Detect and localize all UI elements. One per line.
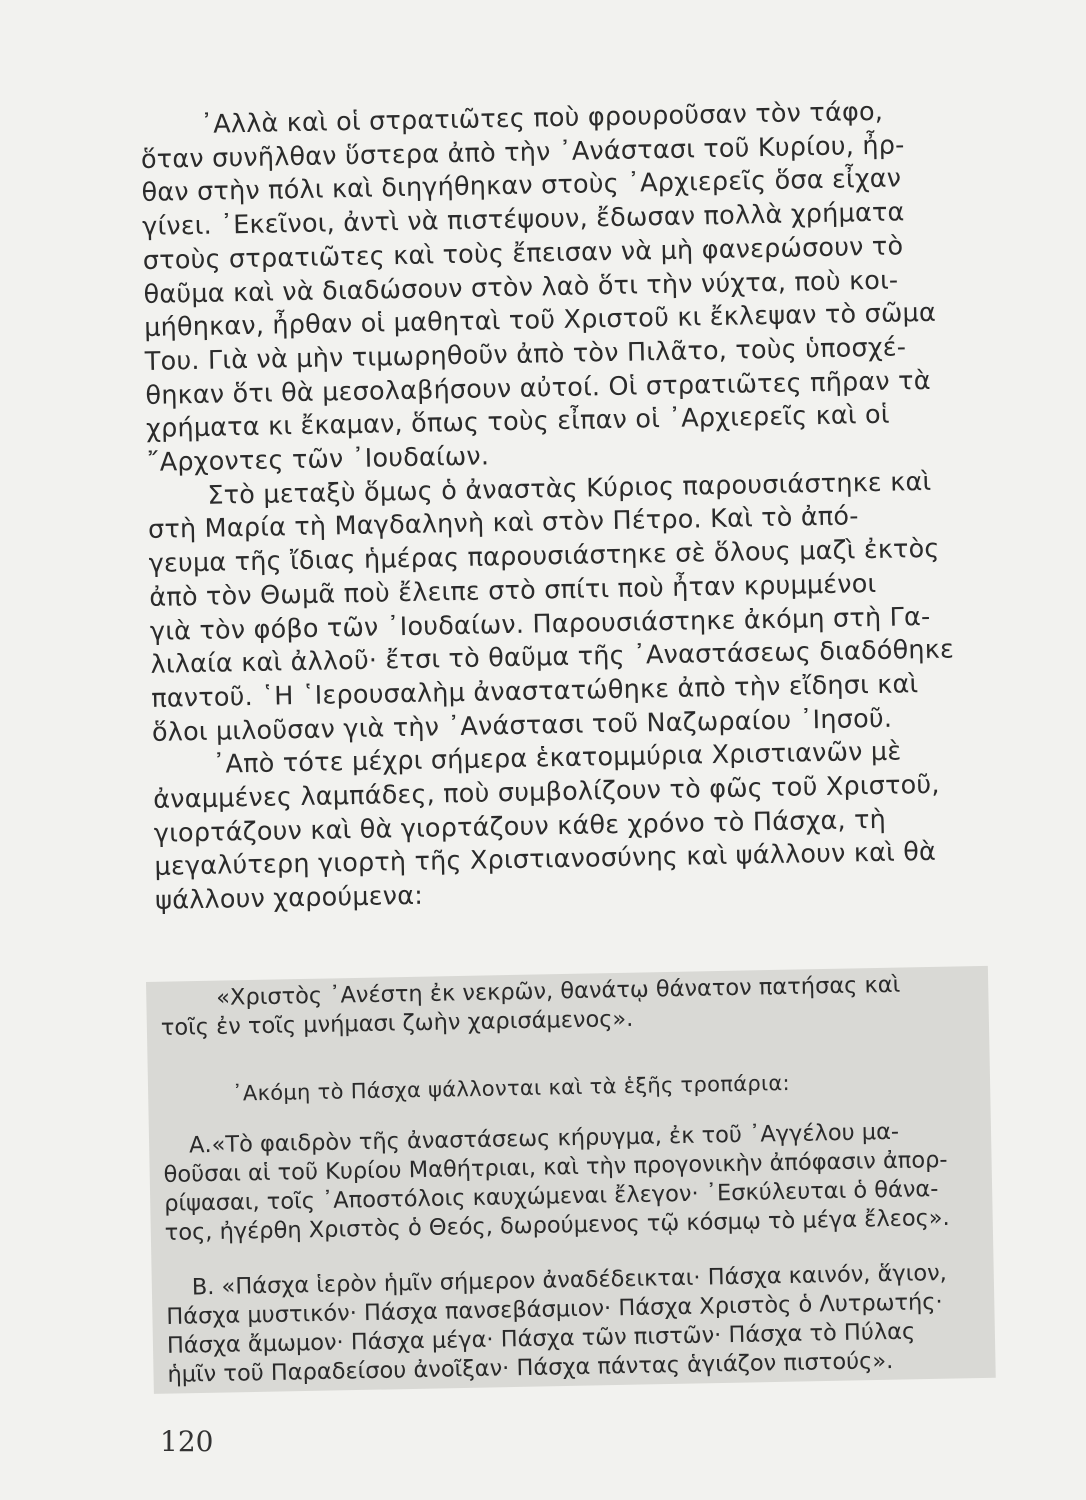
main-text — [140, 94, 1005, 919]
text-line: Στὸ μεταξὺ ὅμως ὁ ἀναστὰς Κύριος παρουσιάστηκε καὶ — [207, 466, 932, 511]
text-line: μήθηκαν, ἦρθαν οἱ μαθηταὶ τοῦ Χριστοῦ κι ἔκλεψαν τὸ σῶμα — [143, 297, 937, 344]
text-line: ἡμῖν τοῦ Παραδείσου ἀνοῖξαν· Πάσχα πάντας ἁγιάζον πιστούς». — [167, 1347, 894, 1388]
text-line: ψάλλουν χαρούμενα: — [154, 880, 424, 917]
text-line: τοῖς ἐν τοῖς μνήμασι ζωὴν χαρισάμενος». — [160, 1005, 634, 1041]
text-line: γίνει. ᾿Εκεῖνοι, ἀντὶ νὰ πιστέψουν, ἔδωσαν πολλὰ χρήματα — [141, 197, 905, 243]
text-line: στοὺς στρατιῶτες καὶ τοὺς ἔπεισαν νὰ μὴ φανερώσουν τὸ — [142, 231, 904, 276]
text-line: ἀπὸ τὸν Θωμᾶ ποὺ ἔλειπε στὸ σπίτι ποὺ ἦταν κρυμμένοι — [149, 568, 877, 613]
text-line: λιλαία καὶ ἀλλοῦ· ἔτσι τὸ θαῦμα τῆς ᾿Αναστάσεως διαδόθηκε — [150, 634, 955, 681]
text-line: γιορτάζουν καὶ θὰ γιορτάζουν κάθε χρόνο τὸ Πάσχα, τὴ — [153, 804, 887, 849]
page-number: 120 — [160, 1425, 214, 1458]
text-line: ὅταν συνῆλθαν ὕστερα ἀπὸ τὴν ᾿Ανάστασι τοῦ Κυρίου, ἦρ- — [140, 130, 905, 175]
text-line: Β. «Πάσχα ἱερὸν ἡμῖν σήμερον ἀναδέδεικται· Πάσχα καινόν, ἅγιον, — [191, 1259, 948, 1301]
text-line: Α.«Τὸ φαιδρὸν τῆς ἀναστάσεως κήρυγμα, ἐκ τοῦ ᾿Αγγέλου μα- — [188, 1118, 900, 1159]
hymn-box — [160, 969, 998, 1416]
troparia-heading: ᾿Ακόμη τὸ Πάσχα ψάλλονται καὶ τὰ ἑξῆς τροπάρια: — [231, 1070, 791, 1106]
text-line: στὴ Μαρία τὴ Μαγδαληνὴ καὶ στὸν Πέτρο. Καὶ τὸ ἀπό- — [147, 501, 859, 546]
text-line: θοῦσαι αἱ τοῦ Κυρίου Μαθήτριαι, καὶ τὴν προγονικὴν ἀπόφασιν ἀπορ- — [163, 1146, 948, 1188]
text-line: παντοῦ. ῾Η ῾Ιερουσαλὴμ ἀναστατώθηκε ἀπὸ τὴν εἴδησι καὶ — [151, 669, 919, 714]
text-line: ὅλοι μιλοῦσαν γιὰ τὴν ᾿Ανάστασι τοῦ Ναζωραίου ᾿Ιησοῦ. — [151, 703, 893, 748]
text-line: ῎Αρχοντες τῶν ᾿Ιουδαίων. — [146, 441, 490, 478]
text-line: γευμα τῆς ἴδιας ἡμέρας παρουσιάστηκε σὲ ὅλους μαζὶ ἐκτὸς — [148, 533, 940, 580]
text-line: ρίψασαι, τοῖς ᾿Αποστόλοις καυχώμεναι ἔλεγον· ᾿Εσκύλευται ὁ θάνα- — [163, 1176, 939, 1217]
text-line: Πάσχα ἄμωμον· Πάσχα μέγα· Πάσχα τῶν πιστῶν· Πάσχα τὸ Πύλας — [166, 1318, 916, 1359]
troparion-b — [166, 1258, 998, 1390]
paragraph-1 — [140, 94, 997, 481]
text-line: Πάσχα μυστικόν· Πάσχα πανσεβάσμιον· Πάσχα Χριστὸς ὁ Λυτρωτής· — [166, 1289, 943, 1330]
paragraph-2 — [147, 464, 1002, 750]
text-line: «Χριστὸς ᾿Ανέστη ἐκ νεκρῶν, θανάτῳ θάνατον πατήσας καὶ — [216, 971, 901, 1011]
troparion-a — [163, 1116, 995, 1248]
text-line: μεγαλύτερη γιορτὴ τῆς Χριστιανοσύνης καὶ ψάλλουν καὶ θὰ — [154, 837, 937, 883]
text-line: χρήματα κι ἔκαμαν, ὅπως τοὺς εἶπαν οἱ ᾿Αρχιερεῖς καὶ οἱ — [145, 399, 890, 445]
text-line: θηκαν ὅτι θὰ μεσολαβήσουν αὐτοί. Οἱ στρατιῶτες πῆραν τὰ — [145, 365, 932, 411]
text-line: ᾿Απὸ τότε μέχρι σήμερα ἑκατομμύρια Χριστιανῶν μὲ — [212, 736, 902, 781]
paragraph-3 — [152, 734, 1005, 919]
text-line: θαν στὴν πόλι καὶ διηγήθηκαν στοὺς ᾿Αρχιερεῖς ὅσα εἶχαν — [141, 163, 902, 209]
text-line: τος, ἠγέρθη Χριστὸς ὁ Θεός, δωρούμενος τῷ κόσμῳ τὸ μέγα ἔλεος». — [164, 1204, 950, 1246]
text-line: Του. Γιὰ νὰ μὴν τιμωρηθοῦν ἀπὸ τὸν Πιλᾶτο, τοὺς ὑποσχέ- — [144, 332, 907, 377]
text-line: γιὰ τὸν φόβο τῶν ᾿Ιουδαίων. Παρουσιάστηκε ἀκόμη στὴ Γα- — [149, 601, 931, 647]
text-line: θαῦμα καὶ νὰ διαδώσουν στὸν λαὸ ὅτι τὴν νύχτα, ποὺ κοι- — [143, 264, 899, 310]
text-line: ἀναμμένες λαμπάδες, ποὺ συμβολίζουν τὸ φῶς τοῦ Χριστοῦ, — [152, 769, 940, 815]
text-line: ᾿Αλλὰ καὶ οἱ στρατιῶτες ποὺ φρουροῦσαν τὸν τάφο, — [200, 96, 884, 140]
